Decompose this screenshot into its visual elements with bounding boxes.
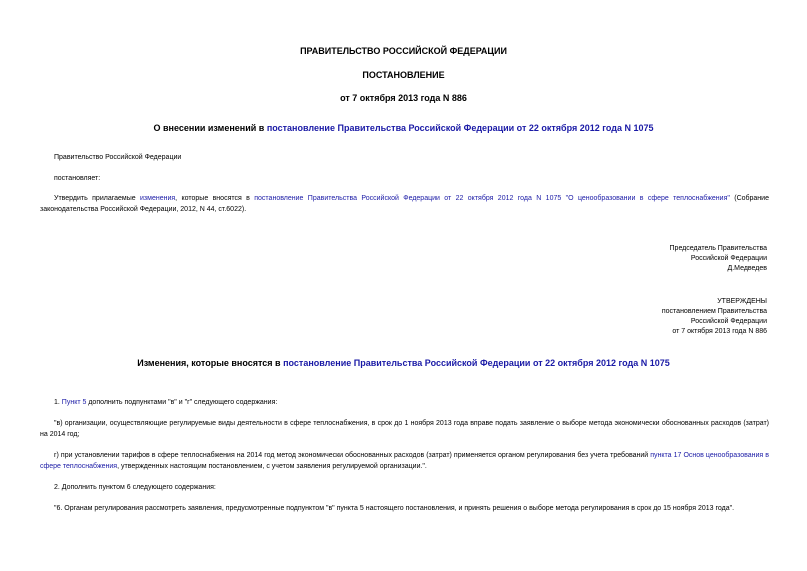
changes-title-link[interactable]: постановление Правительства Российской Федерации от 22 октября 2012 года N 1075: [283, 358, 670, 368]
doc-type-heading: ПОСТАНОВЛЕНИЕ: [362, 70, 445, 80]
approved-block: [662, 297, 767, 337]
signature-line-3: Д.Медведев: [727, 265, 767, 272]
approve-text-c: (Собрание законодательства Российской Федерации, 2012, N 44, ст.6022).: [40, 195, 769, 213]
approved-line-2: постановлением Правительства: [661, 308, 767, 315]
item1g-text-b: , утвержденных настоящим постановлением, с учетом заявления регулируемой организации.".: [117, 463, 427, 470]
change-item-1-g: [40, 450, 769, 472]
paragraph-government: Правительство Российской Федерации: [54, 154, 182, 161]
approve-text-a: Утвердить прилагаемые: [54, 195, 141, 202]
approved-line-1: УТВЕРЖДЕНЫ: [717, 298, 767, 305]
item1-number: 1.: [54, 399, 62, 406]
resolution-1075-link[interactable]: постановление Правительства Российской Федерации от 22 октября 2012 года N 1075 "О ценообразовании в сфере теплоснабжения": [254, 195, 730, 202]
changes-title-prefix: Изменения, которые вносятся в: [137, 358, 284, 368]
approve-text-b: , которые вносятся в: [175, 195, 255, 202]
item1-text: дополнить подпунктами "в" и "г" следующего содержания:: [86, 399, 278, 406]
change-item-2: 2. Дополнить пунктом 6 следующего содержания:: [54, 484, 216, 491]
signature-block: [670, 244, 767, 274]
change-item-1-v: "в) организации, осуществляющие регулируемые виды деятельности в сфере теплоснабжения, в срок до 1 ноября 2013 года вправе подать заявление о выборе метода экономически обоснованных расходов (затрат) на 2014 год;: [40, 420, 769, 438]
signature-line-1: Председатель Правительства: [669, 245, 767, 252]
title-link[interactable]: постановление Правительства Российской Федерации от 22 октября 2012 года N 1075: [266, 123, 654, 133]
change-item-2-text: "6. Органам регулирования рассмотреть заявления, предусмотренные подпунктом "в" пункта 5 настоящего постановления, и принять решения о выборе метода регулирования в срок до 15 ноября 2013 года".: [54, 505, 735, 512]
approved-line-4: от 7 октября 2013 года N 886: [672, 328, 767, 335]
point-17-link[interactable]: пункта 17 Основ ценообразования в сфере теплоснабжения: [40, 452, 769, 470]
title-prefix: О внесении изменений в: [153, 123, 267, 133]
paragraph-decrees: постановляет:: [54, 175, 101, 182]
change-item-1: [54, 397, 277, 408]
paragraph-approve: [40, 193, 769, 215]
signature-line-2: Российской Федерации: [690, 255, 767, 262]
doc-date-heading: от 7 октября 2013 года N 886: [340, 93, 467, 103]
government-heading: ПРАВИТЕЛЬСТВО РОССИЙСКОЙ ФЕДЕРАЦИИ: [300, 46, 507, 56]
point-5-link[interactable]: Пункт 5: [61, 399, 87, 406]
item1g-text-a: г) при установлении тарифов в сфере теплоснабжения на 2014 год метод экономически обоснованных расходов (затрат) применяется органом регулирования без учета требований: [54, 452, 651, 459]
changes-link[interactable]: изменения: [140, 195, 176, 202]
document-title: [0, 123, 807, 133]
approved-line-3: Российской Федерации: [690, 318, 767, 325]
changes-title: [0, 358, 807, 368]
